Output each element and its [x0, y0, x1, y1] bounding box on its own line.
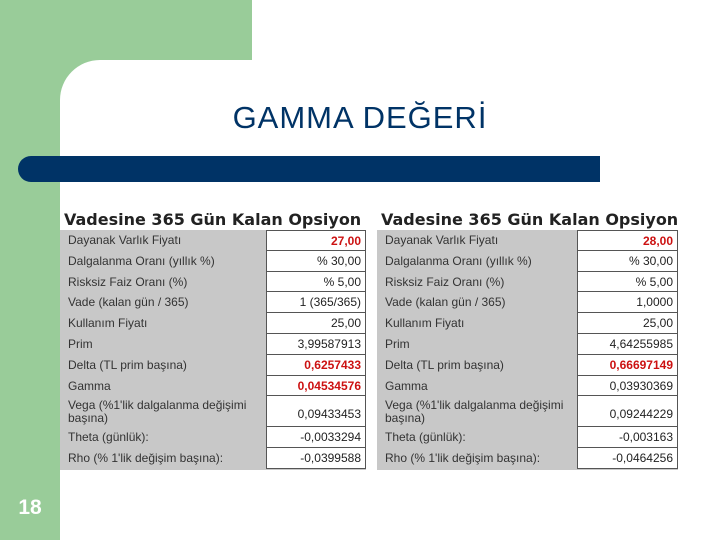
- table-row: [377, 376, 678, 397]
- row-label: Vega (%1'lik dalgalanma değişimi başına): [68, 398, 247, 426]
- row-label: Dayanak Varlık Fiyatı: [68, 233, 182, 247]
- left-green-strip: [0, 60, 60, 540]
- table-row: [60, 313, 366, 334]
- row-value: 27,00: [266, 230, 366, 251]
- row-value: 28,00: [577, 230, 678, 251]
- table-row: [60, 376, 366, 397]
- table-row: [60, 448, 366, 469]
- title-underline-bar: [18, 156, 600, 182]
- row-value: 25,00: [266, 313, 366, 334]
- row-value: 3,99587913: [266, 334, 366, 355]
- table-header: Vadesine 365 Gün Kalan Opsiyon: [60, 203, 366, 230]
- table-row: [377, 355, 678, 376]
- table-row: [377, 313, 678, 334]
- table-row: [377, 272, 678, 293]
- row-label: Dalgalanma Oranı (yıllık %): [385, 253, 532, 268]
- row-value: 0,6257433: [266, 355, 366, 376]
- row-label: Dayanak Varlık Fiyatı: [385, 233, 499, 247]
- row-value: 4,64255985: [577, 334, 678, 355]
- row-label: Theta (günlük):: [385, 430, 466, 445]
- row-label: Delta (TL prim başına): [385, 357, 504, 372]
- row-value: -0,003163: [577, 427, 678, 448]
- option-table-right: [377, 203, 678, 470]
- row-value: 1,0000: [577, 292, 678, 313]
- row-label: Kullanım Fiyatı: [68, 316, 148, 331]
- table-row: [377, 292, 678, 313]
- row-label: Rho (% 1'lik değişim başına):: [385, 451, 541, 466]
- row-value: -0,0399588: [266, 448, 366, 469]
- row-value: 1 (365/365): [266, 292, 366, 313]
- table-row: [60, 355, 366, 376]
- table-row: [60, 272, 366, 293]
- table-row: [60, 251, 366, 272]
- table-header: Vadesine 365 Gün Kalan Opsiyon: [377, 203, 678, 230]
- row-label: Gamma: [385, 378, 428, 393]
- table-row: [60, 292, 366, 313]
- row-label: Gamma: [68, 378, 111, 393]
- row-value: 25,00: [577, 313, 678, 334]
- row-label: Dalgalanma Oranı (yıllık %): [68, 253, 215, 268]
- row-label: Rho (% 1'lik değişim başına):: [68, 451, 224, 466]
- row-label: Prim: [68, 336, 93, 351]
- row-value: % 30,00: [577, 251, 678, 272]
- row-value: 0,66697149: [577, 355, 678, 376]
- row-value: 0,04534576: [266, 376, 366, 397]
- table-row: [377, 230, 678, 251]
- row-label: Vade (kalan gün / 365): [385, 295, 506, 310]
- page-number: 18: [18, 496, 42, 519]
- row-label: Theta (günlük):: [68, 430, 149, 445]
- row-value: 0,03930369: [577, 376, 678, 397]
- row-value: % 5,00: [577, 272, 678, 293]
- table-row: [377, 448, 678, 469]
- table-row: [60, 396, 366, 427]
- row-value: 0,09433453: [266, 396, 366, 427]
- row-label: Prim: [385, 336, 410, 351]
- row-value: % 30,00: [266, 251, 366, 272]
- row-value: -0,0033294: [266, 427, 366, 448]
- table-row: [60, 230, 366, 251]
- table-row: [377, 396, 678, 427]
- table-row: [377, 251, 678, 272]
- row-label: Delta (TL prim başına): [68, 357, 187, 372]
- slide-title: GAMMA DEĞERİ: [232, 100, 488, 135]
- option-table-left: [60, 203, 366, 470]
- row-value: % 5,00: [266, 272, 366, 293]
- table-row: [377, 427, 678, 448]
- row-label: Kullanım Fiyatı: [385, 316, 465, 331]
- row-value: -0,0464256: [577, 448, 678, 469]
- row-value: 0,09244229: [577, 396, 678, 427]
- row-label: Risksiz Faiz Oranı (%): [385, 274, 505, 289]
- table-row: [60, 334, 366, 355]
- table-row: [377, 334, 678, 355]
- row-label: Risksiz Faiz Oranı (%): [68, 274, 188, 289]
- row-label: Vade (kalan gün / 365): [68, 295, 189, 310]
- table-row: [60, 427, 366, 448]
- row-label: Vega (%1'lik dalgalanma değişimi başına): [385, 398, 564, 426]
